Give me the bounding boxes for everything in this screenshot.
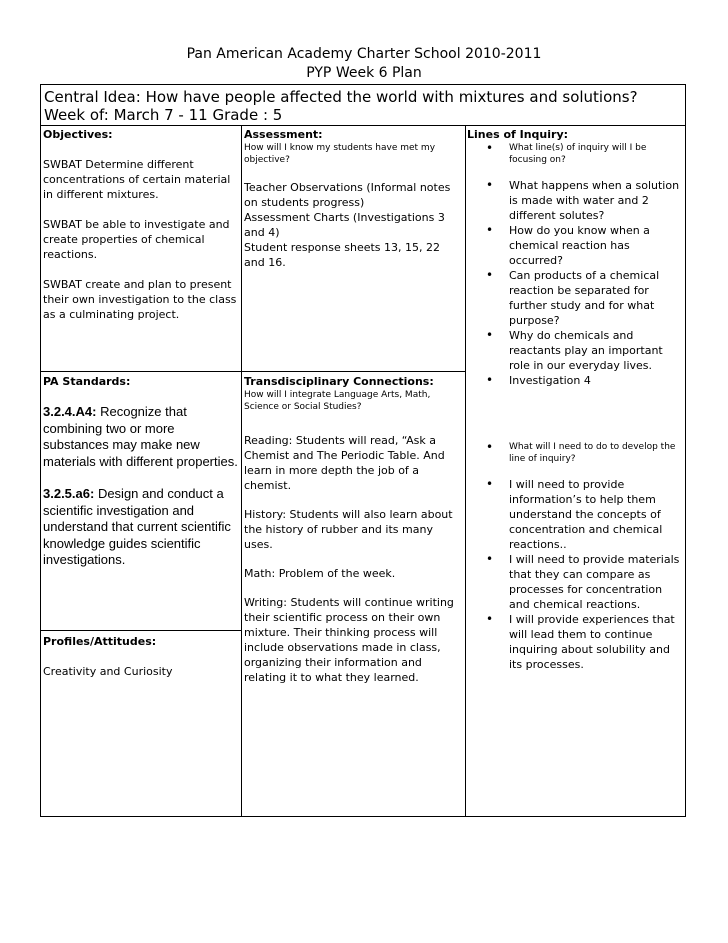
- standard-code: 3.2.5.a6:: [43, 486, 95, 501]
- divider: [40, 630, 242, 631]
- inquiry-cell: [467, 127, 685, 672]
- assessment-item: Student response sheets 13, 15, 22 and 16.: [244, 241, 441, 269]
- inquiry-item: • Investigation 4: [467, 373, 685, 388]
- transdisciplinary-item: Writing: Students will continue writing their scientific process on their own mixture. Their thinking process will include observations made in class, organizing their information and relating it to what they learned.: [244, 596, 454, 684]
- standards-title: PA Standards:: [43, 375, 131, 388]
- standards-cell: [43, 374, 242, 569]
- transdisciplinary-item: Math: Problem of the week.: [244, 567, 396, 580]
- develop-item: • I will need to provide information’s to help them understand the concepts of concentration and chemical reactions..: [467, 477, 685, 552]
- develop-question: • What will I need to do to develop the line of inquiry?: [467, 441, 685, 465]
- standard-text: Recognize that combining two or more substances may make new materials with different properties.: [43, 404, 238, 469]
- divider: [40, 371, 466, 372]
- assessment-cell: [244, 127, 464, 270]
- plan-title: PYP Week 6 Plan: [306, 65, 422, 81]
- transdisciplinary-item: Reading: Students will read, “Ask a Chemist and The Periodic Table. And learn in more depth the job of a chemist.: [244, 434, 445, 492]
- objective-item: SWBAT Determine different concentrations of certain material in different mixtures.: [43, 158, 231, 201]
- inquiry-item: • How do you know when a chemical reaction has occurred?: [467, 223, 685, 268]
- assessment-title: Assessment:: [244, 128, 323, 141]
- inquiry-question: • What line(s) of inquiry will I be focusing on?: [467, 142, 685, 166]
- divider: [465, 125, 466, 817]
- divider: [40, 125, 686, 126]
- objective-item: SWBAT create and plan to present their own investigation to the class as a culminating project.: [43, 278, 237, 321]
- school-title: Pan American Academy Charter School 2010-2011: [186, 46, 542, 62]
- transdisciplinary-title: Transdisciplinary Connections:: [244, 375, 434, 388]
- assessment-question: How will I know my students have met my objective?: [244, 143, 436, 165]
- standard-item: [43, 486, 242, 569]
- inquiry-item: • Why do chemicals and reactants play an important role in our everyday lives.: [467, 328, 685, 373]
- profiles-text: Creativity and Curiosity: [43, 665, 173, 678]
- standard-item: [43, 404, 242, 470]
- objectives-title: Objectives:: [43, 128, 113, 141]
- objective-item: SWBAT be able to investigate and create properties of chemical reactions.: [43, 218, 230, 261]
- develop-item: • I will provide experiences that will lead them to continue inquiring about solubility and its processes.: [467, 612, 685, 672]
- inquiry-item: • What happens when a solution is made with water and 2 different solutes?: [467, 178, 685, 223]
- central-idea: Central Idea: How have people affected the world with mixtures and solutions?: [44, 88, 638, 106]
- profiles-title: Profiles/Attitudes:: [43, 635, 157, 648]
- transdisciplinary-item: History: Students will also learn about the history of rubber and its many uses.: [244, 508, 453, 551]
- objectives-cell: [43, 127, 239, 322]
- profiles-cell: [43, 634, 239, 679]
- develop-item: • I will need to provide materials that they can compare as processes for concentration and chemical reactions.: [467, 552, 685, 612]
- inquiry-title: Lines of Inquiry:: [467, 128, 569, 141]
- week-grade: Week of: March 7 - 11 Grade : 5: [44, 106, 283, 124]
- transdisciplinary-cell: [244, 374, 464, 685]
- assessment-item: Assessment Charts (Investigations 3 and 4): [244, 211, 445, 239]
- transdisciplinary-question: How will I integrate Language Arts, Math, Science or Social Studies?: [244, 390, 431, 412]
- standard-text: Design and conduct a scientific investigation and understand that current scientific knowledge guides scientific investigations.: [43, 486, 231, 567]
- inquiry-item: • Can products of a chemical reaction be separated for further study and for what purpose?: [467, 268, 685, 328]
- standard-code: 3.2.4.A4:: [43, 404, 97, 419]
- assessment-item: Teacher Observations (Informal notes on students progress): [244, 181, 451, 209]
